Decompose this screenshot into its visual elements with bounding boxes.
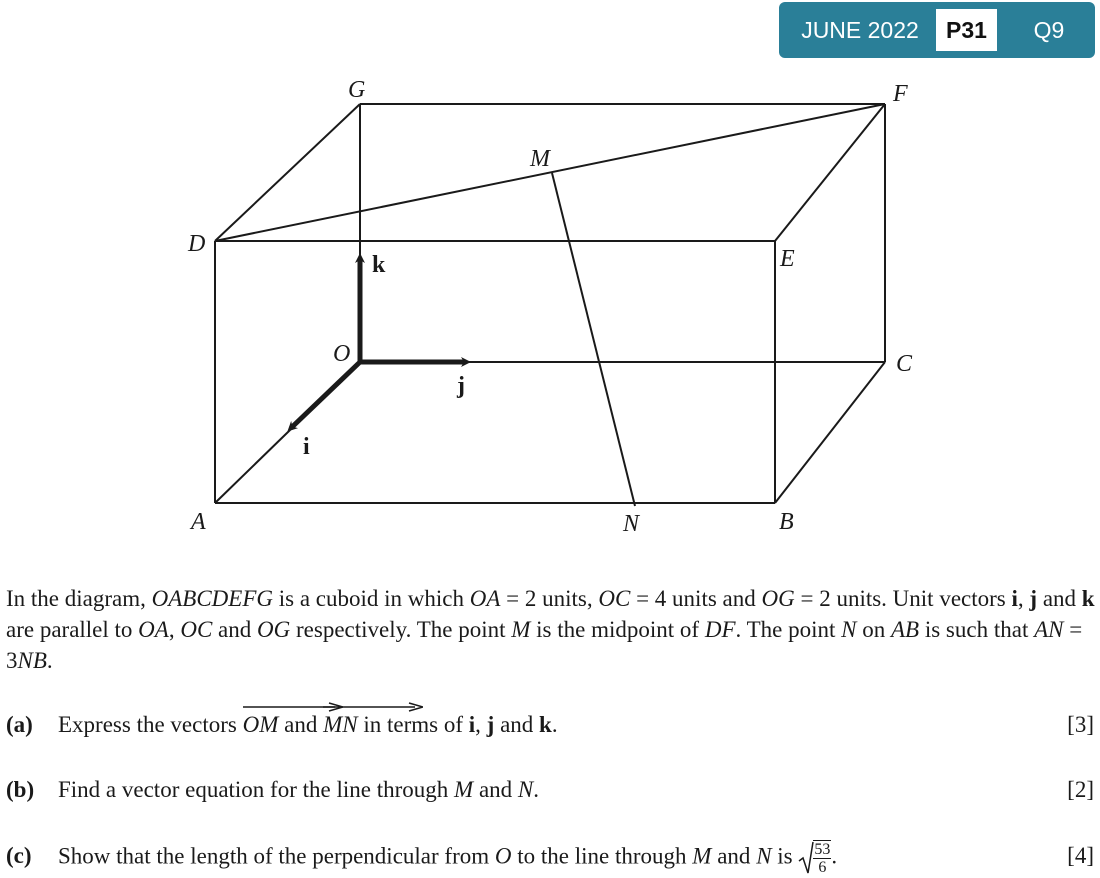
part-a-label: (a)	[6, 712, 33, 737]
question-part-c	[6, 840, 1094, 876]
label-B: B	[779, 509, 794, 535]
label-vector-k: k	[372, 252, 386, 278]
label-O: O	[333, 341, 351, 367]
part-c-text: Show that the length of the perpendicular from O to the line through M and N is $\frac{53}{6}$ .	[58, 841, 838, 876]
vector-i-arrow	[291, 362, 360, 428]
vector-OM: OM	[243, 709, 279, 741]
label-G: G	[348, 77, 366, 103]
label-A: A	[191, 509, 206, 535]
part-b-marks: [2]	[1067, 777, 1094, 802]
edge-DG	[215, 104, 360, 241]
part-a-text: Express the vectors OM and MN in terms of i, j and k.	[58, 709, 558, 741]
part-b-label: (b)	[6, 777, 35, 802]
question-part-a	[6, 709, 1094, 741]
label-vector-i: i	[303, 434, 310, 460]
sqrt-icon	[798, 841, 814, 875]
part-c-marks: [4]	[1067, 843, 1094, 868]
vector-arrow-icon	[323, 702, 423, 712]
part-b-text: Find a vector equation for the line through M and N.	[58, 777, 539, 802]
label-E: E	[780, 246, 795, 272]
badge-question: Q9	[1033, 17, 1065, 43]
label-D: D	[188, 231, 206, 257]
edge-BC	[775, 362, 885, 503]
label-M: M	[530, 146, 550, 172]
question-part-b	[6, 774, 1094, 806]
line-MN	[552, 173, 635, 506]
sqrt-fraction: $\frac{53}{6}$	[814, 841, 831, 876]
label-F: F	[893, 81, 908, 107]
badge-session: JUNE 2022	[801, 17, 919, 43]
question-intro: In the diagram, OABCDEFG is a cuboid in which OA = 2 units, OC = 4 units and OG = 2 units. Unit vectors i, j and k are parallel to OA, OC and OG respectively. The point M is the midpoint of DF. The point N on AB is such that AN = 3NB.	[6, 586, 1095, 673]
vector-MN: MN	[323, 709, 358, 741]
badge-paper: P31	[936, 9, 997, 51]
label-vector-j: j	[457, 373, 465, 399]
line-DF	[215, 104, 885, 241]
part-a-marks: [3]	[1067, 712, 1094, 737]
label-N: N	[623, 511, 640, 537]
part-c-label: (c)	[6, 843, 32, 868]
edge-EF	[775, 104, 885, 241]
label-C: C	[896, 351, 913, 377]
